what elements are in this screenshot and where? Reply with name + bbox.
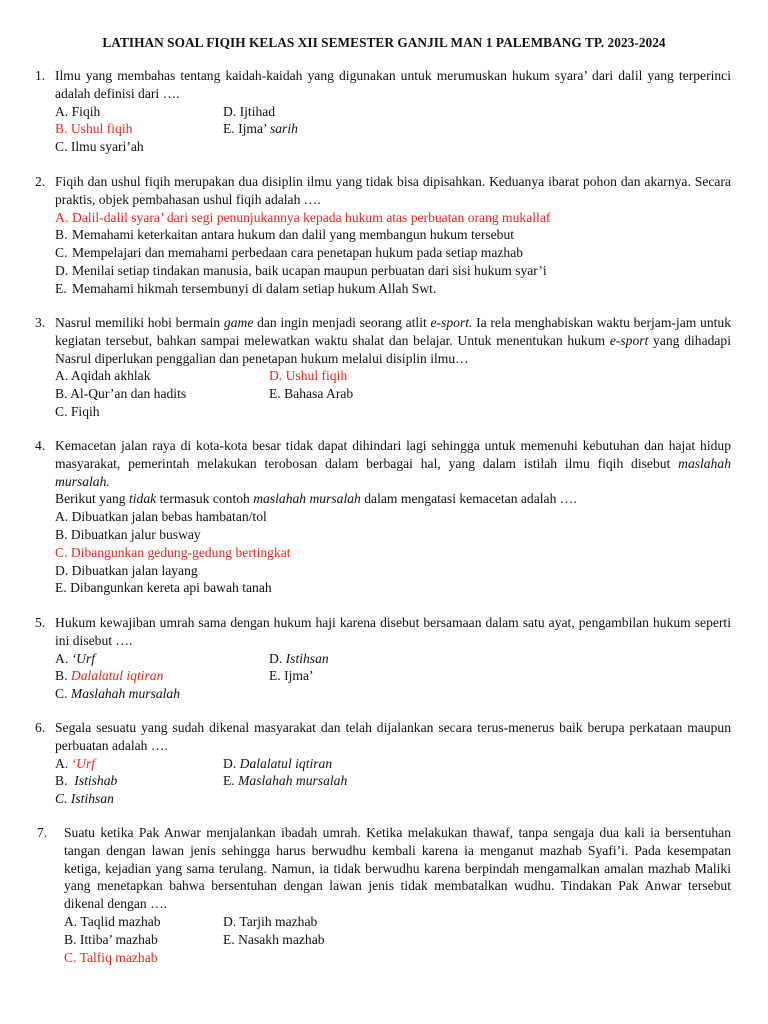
option-b-answer: B. Ushul fiqih: [55, 121, 133, 137]
option-e: E. Nasakh mazhab: [223, 931, 325, 947]
question-number: 1.: [35, 68, 46, 83]
question-stem: Ilmu yang membahas tentang kaidah-kaidah yang digunakan untuk merumuskan hukum syara’ dari dalil yang terperinci adalah definisi dari ….: [55, 68, 731, 101]
question-stem: Segala sesuatu yang sudah dikenal masyarakat dan telah dijalankan secara terus-menerus baik berupa perkataan maupun perbuatan adalah ….: [55, 720, 731, 753]
question-number: 3.: [35, 315, 46, 330]
option-a: A. Fiqih: [55, 103, 101, 119]
question-number: 2.: [35, 174, 46, 189]
question-stem: Fiqih dan ushul fiqih merupakan dua disiplin ilmu yang tidak bisa dipisahkan. Keduanya ibarat pohon dan akarnya. Secara praktis, objek pembahasan ushul fiqih adalah ….: [55, 174, 731, 207]
option-list: [55, 508, 768, 597]
question-stem: Kemacetan jalan raya di kota-kota besar tidak dapat dihindari lagi sehingga untuk memenuhi kebutuhan dan hajat hidup masyarakat, pemerintah melakukan terobosan dalam berbagai hal, yang dalam istilah ilmu fiqih disebut maslahah mursalah.: [55, 438, 731, 489]
option-b: B. Ittiba’ mazhab: [64, 931, 158, 947]
question-3: [0, 314, 768, 421]
question-7: [0, 824, 768, 966]
option-d: D. Menilai setiap tindakan manusia, baik ucapan maupun perbuatan dari sisi hukum syar’i: [55, 262, 547, 278]
option-list: [55, 755, 768, 808]
option-a: A. ‘Urf: [55, 650, 96, 666]
question-stem: Nasrul memiliki hobi bermain game dan ingin menjadi seorang atlit e-sport. Ia rela menghabiskan waktu berjam-jam untuk kegiatan tersebut, bahkan sampai melewatkan waktu shalat dan belajar. Untuk menentukan hukum e-sport yang dihadapi Nasrul diperlukan penggalian dan penetapan hukum melalui disiplin ilmu…: [55, 315, 732, 366]
option-c: C. Maslahah mursalah: [55, 686, 181, 702]
option-list: [55, 650, 768, 703]
option-b-answer: B. Dalalatul iqtiran: [55, 668, 164, 684]
option-e: E. Dibangunkan kereta api bawah tanah: [55, 580, 272, 596]
option-list: [55, 367, 768, 420]
option-c: C. Ilmu syari’ah: [55, 139, 144, 155]
option-a: A. Taqlid mazhab: [64, 913, 161, 929]
option-b: B. Dibuatkan jalur busway: [55, 526, 201, 542]
option-list: [55, 209, 768, 298]
question-number: 5.: [35, 615, 46, 630]
option-a-answer: A. ‘Urf: [55, 755, 96, 771]
question-stem: Hukum kewajiban umrah sama dengan hukum haji karena disebut bersamaan dalam satu ayat, pengambilan hukum seperti ini disebut ….: [55, 615, 731, 648]
question-1: [0, 67, 768, 156]
option-d: D. Istihsan: [269, 650, 329, 666]
option-c-answer: C. Dibangunkan gedung-gedung bertingkat: [55, 544, 291, 560]
document-title: LATIHAN SOAL FIQIH KELAS XII SEMESTER GANJIL MAN 1 PALEMBANG TP. 2023-2024: [102, 35, 666, 50]
option-list: [55, 103, 768, 156]
option-e: E. Bahasa Arab: [269, 386, 354, 402]
option-c-answer: C. Talfiq mazhab: [64, 949, 158, 965]
question-instruction: Berikut yang tidak termasuk contoh maslahah mursalah dalam mengatasi kemacetan adalah ….: [55, 491, 577, 507]
option-d: D. Ijtihad: [223, 103, 276, 119]
question-2: [0, 173, 768, 298]
question-4: [0, 437, 768, 597]
option-d: D. Dalalatul iqtiran: [223, 755, 333, 771]
option-d-answer: D. Ushul fiqih: [269, 368, 348, 384]
option-b: B. Memahami keterkaitan antara hukum dan dalil yang membangun hukum tersebut: [55, 227, 515, 243]
option-e: E. Ijma’: [269, 668, 314, 684]
question-number: 6.: [35, 720, 46, 735]
option-e: E. Maslahah mursalah: [223, 773, 348, 789]
option-c: C. Istihsan: [55, 791, 114, 807]
option-a-answer: A. Dalil-dalil syara’ dari segi penunjukannya kepada hukum atas perbuatan orang mukallaf: [55, 209, 551, 225]
question-5: [0, 614, 768, 703]
option-e: E. Ijma’ sarih: [223, 121, 298, 137]
option-d: D. Dibuatkan jalan layang: [55, 562, 198, 578]
option-d: D. Tarjih mazhab: [223, 913, 318, 929]
question-stem: Suatu ketika Pak Anwar menjalankan ibadah umrah. Ketika melakukan thawaf, tanpa sengaja dua kali ia bersentuhan tangan dengan lawan jenis sehingga harus berwudhu kembali karena ia menganut mazhab Syafi’i. Pada kesempatan ketiga, kejadian yang sama terulang. Namun, ia tidak berwudhu karena berpindah mengamalkan amalan mazhab Maliki yang menetapkan bahwa bersentuhan dengan lawan jenis tidak membatalkan wudhu. Tindakan Pak Anwar tersebut dikenal dengan ….: [64, 825, 731, 912]
option-a: A. Aqidah akhlak: [55, 368, 151, 384]
option-e: E. Memahami hikmah tersembunyi di dalam setiap hukum Allah Swt.: [55, 280, 437, 296]
question-number: 4.: [35, 438, 46, 453]
option-c: C. Fiqih: [55, 403, 100, 419]
option-c: C. Mempelajari dan memahami perbedaan cara penetapan hukum pada setiap mazhab: [55, 245, 524, 261]
question-6: [0, 719, 768, 808]
option-list: [64, 913, 768, 966]
option-a: A. Dibuatkan jalan bebas hambatan/tol: [55, 509, 267, 525]
question-number: 7.: [37, 825, 48, 840]
option-b: B. Al-Qur’an dan hadits: [55, 386, 187, 402]
option-b: B. Istishab: [55, 773, 118, 789]
